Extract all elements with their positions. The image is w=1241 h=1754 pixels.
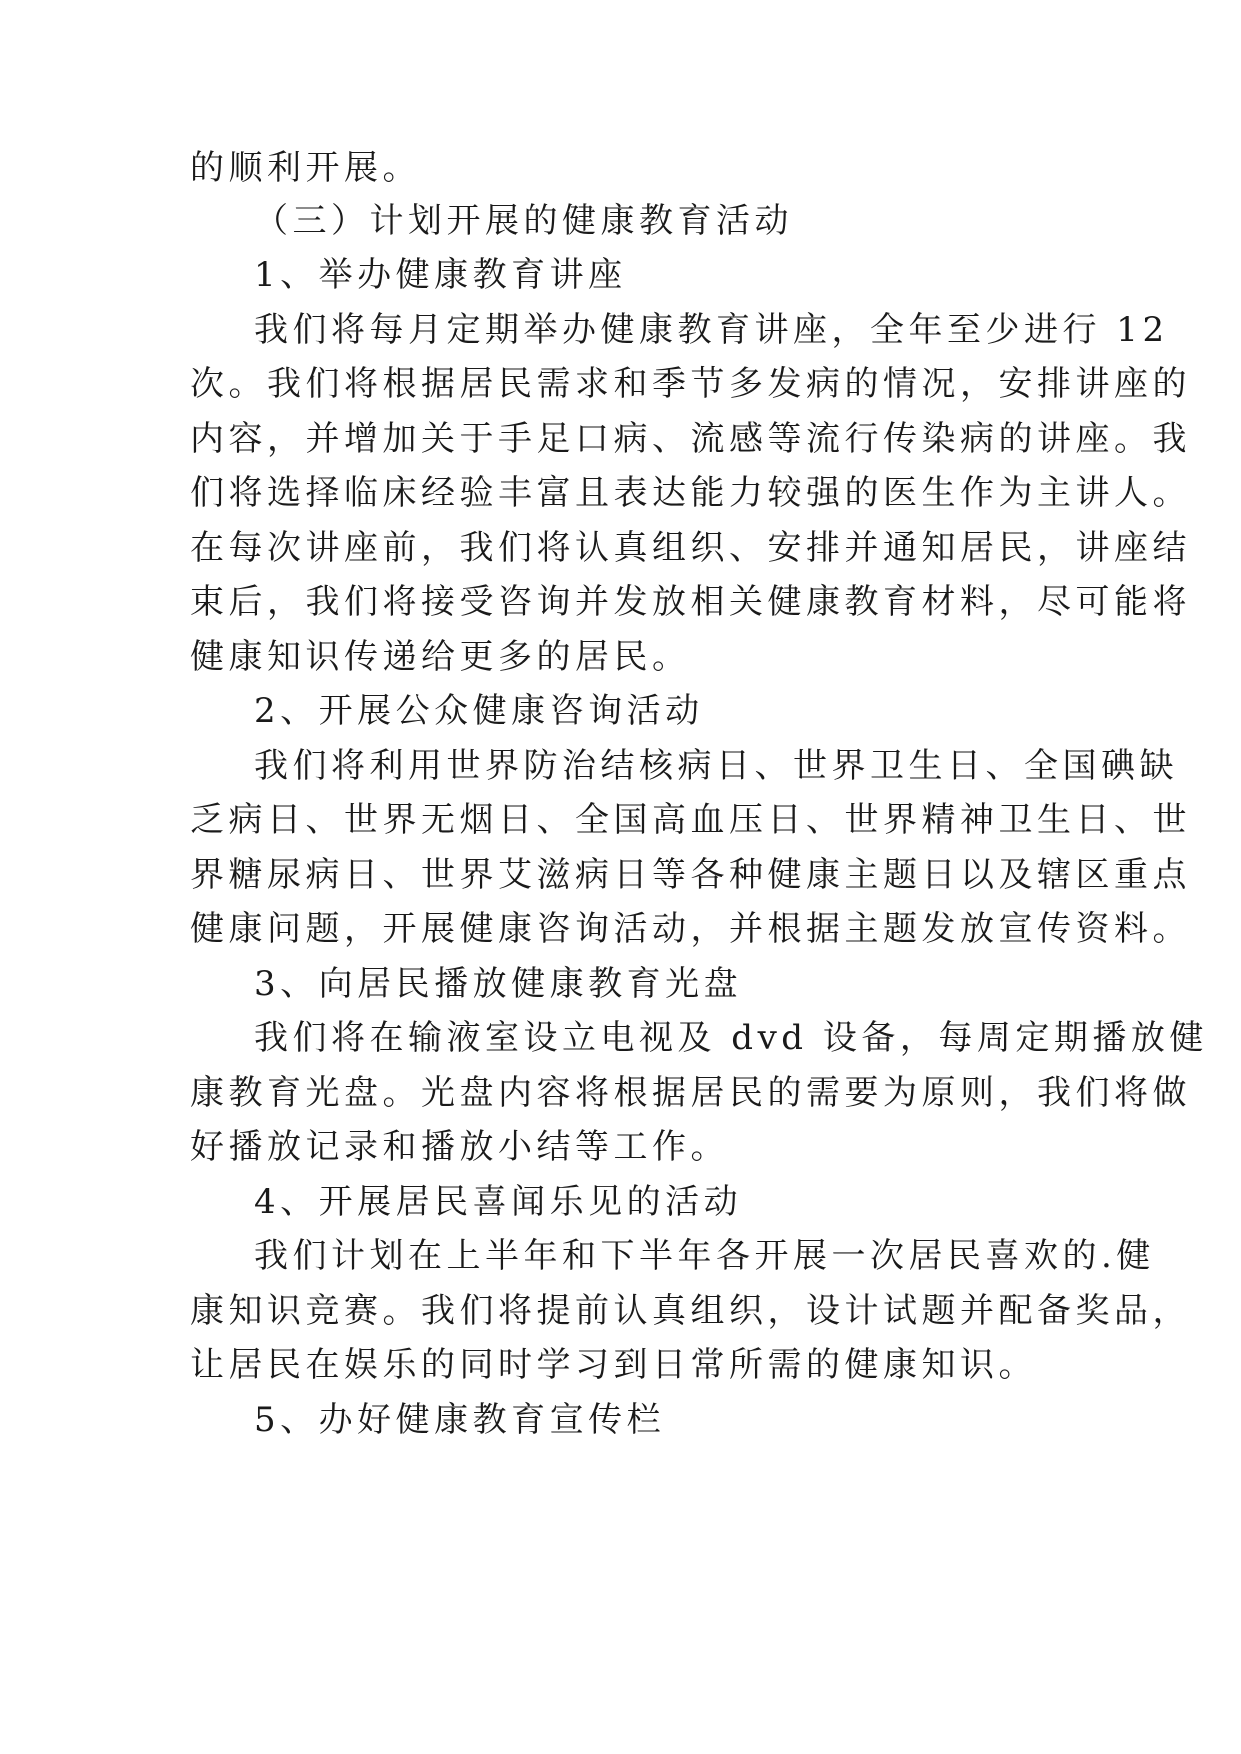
section-heading: （三）计划开展的健康教育活动 <box>254 201 793 241</box>
paragraph-line: 在每次讲座前，我们将认真组织、安排并通知居民，讲座结 <box>190 528 1191 568</box>
item-heading-4: 4、开展居民喜闻乐见的活动 <box>254 1182 743 1222</box>
paragraph-line: 乏病日、世界无烟日、全国高血压日、世界精神卫生日、世 <box>190 800 1191 840</box>
paragraph-line: 我们将利用世界防治结核病日、世界卫生日、全国碘缺 <box>254 746 1178 786</box>
paragraph-line: 好播放记录和播放小结等工作。 <box>190 1127 729 1167</box>
paragraph-line: 让居民在娱乐的同时学习到日常所需的健康知识。 <box>190 1345 1037 1385</box>
paragraph-line: 我们将每月定期举办健康教育讲座，全年至少进行 12 <box>254 310 1169 350</box>
paragraph-line: 的顺利开展。 <box>190 148 421 188</box>
paragraph-line: 健康问题，开展健康咨询活动，并根据主题发放宣传资料。 <box>190 909 1191 949</box>
paragraph-line: 健康知识传递给更多的居民。 <box>190 637 691 677</box>
paragraph-line: 们将选择临床经验丰富且表达能力较强的医生作为主讲人。 <box>190 473 1191 513</box>
paragraph-line: 次。我们将根据居民需求和季节多发病的情况，安排讲座的 <box>190 364 1191 404</box>
item-heading-3: 3、向居民播放健康教育光盘 <box>254 964 743 1004</box>
paragraph-line: 我们将在输液室设立电视及 dvd 设备，每周定期播放健 <box>254 1018 1208 1058</box>
item-heading-5: 5、办好健康教育宣传栏 <box>254 1400 666 1440</box>
paragraph-line: 界糖尿病日、世界艾滋病日等各种健康主题日以及辖区重点 <box>190 855 1191 895</box>
item-heading-2: 2、开展公众健康咨询活动 <box>254 691 704 731</box>
paragraph-line: 康教育光盘。光盘内容将根据居民的需要为原则，我们将做 <box>190 1073 1191 1113</box>
paragraph-line: 内容，并增加关于手足口病、流感等流行传染病的讲座。我 <box>190 419 1191 459</box>
paragraph-line: 束后，我们将接受咨询并发放相关健康教育材料，尽可能将 <box>190 582 1191 622</box>
paragraph-line: 我们计划在上半年和下半年各开展一次居民喜欢的.健 <box>254 1236 1155 1276</box>
item-heading-1: 1、举办健康教育讲座 <box>254 255 627 295</box>
paragraph-line: 康知识竞赛。我们将提前认真组织，设计试题并配备奖品， <box>190 1291 1191 1331</box>
